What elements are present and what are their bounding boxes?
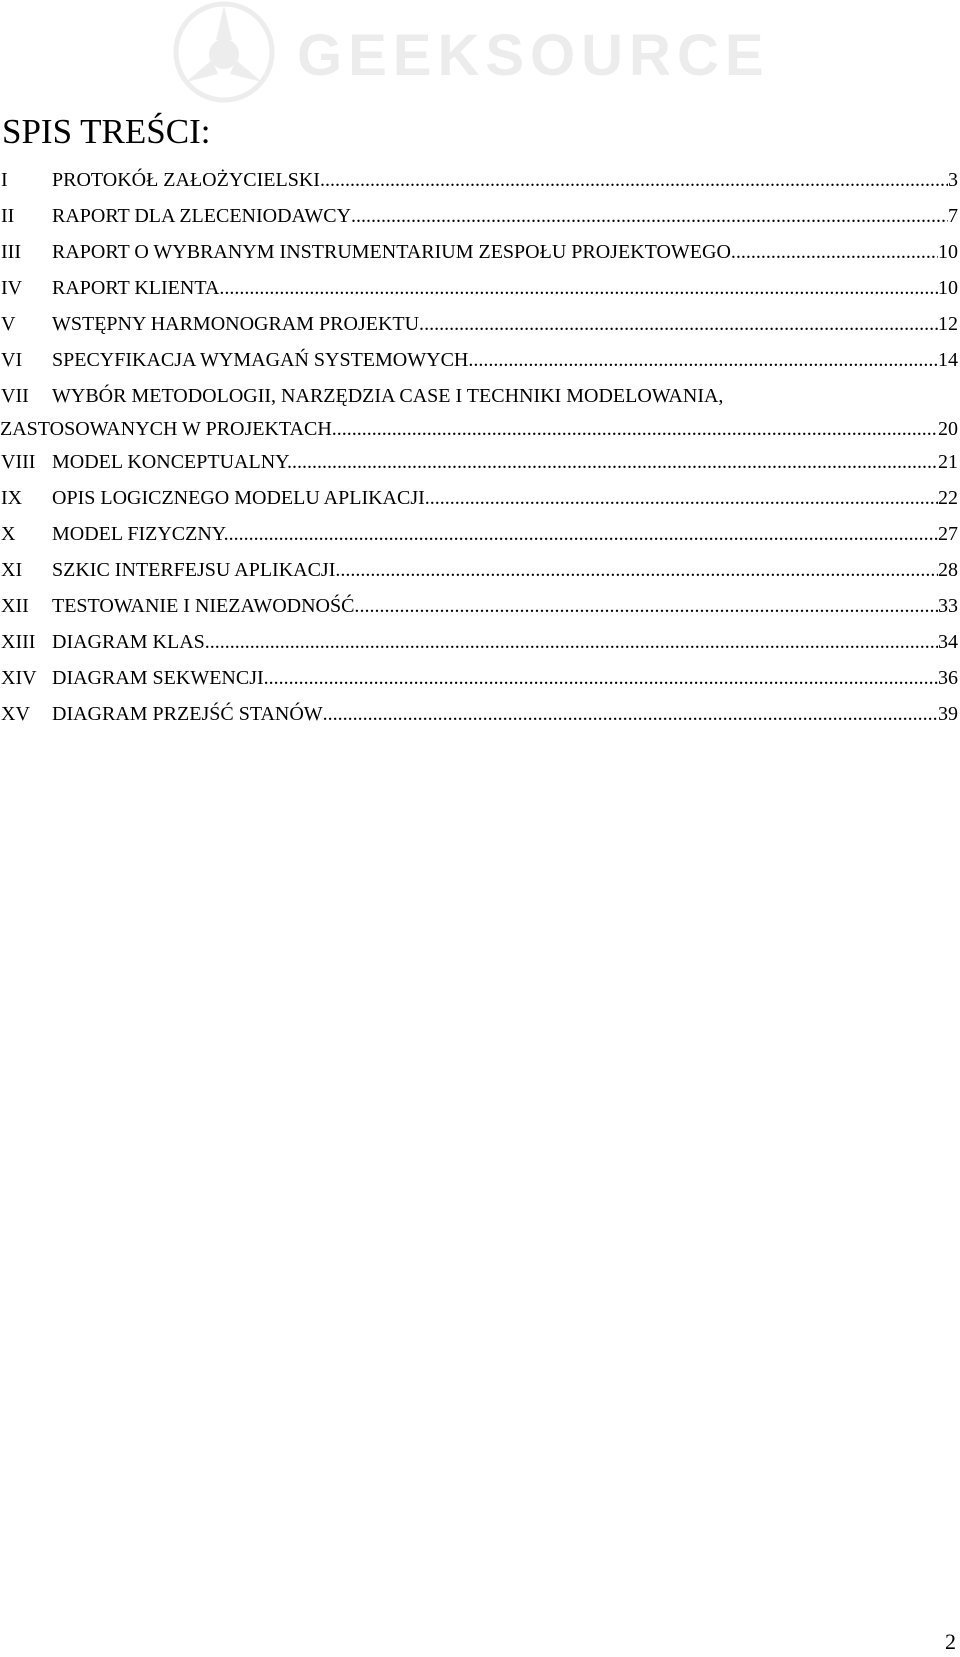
toc-page: 33 [938,595,958,617]
toc-page: 27 [938,523,958,545]
toc-number: IX [1,487,23,509]
toc-title: SPECYFIKACJA WYMAGAŃ SYSTEMOWYCH. [52,349,474,371]
table-of-contents [0,162,958,732]
toc-title: WYBÓR METODOLOGII, NARZĘDZIA CASE I TECHNIKI MODELOWANIA, [52,385,724,407]
toc-page: 12 [938,313,958,335]
toc-title: TESTOWANIE I NIEZAWODNOŚĆ. [52,595,360,617]
toc-title: DIAGRAM PRZEJŚĆ STANÓW [52,703,323,725]
watermark [172,0,792,104]
toc-entry-6[interactable] [0,342,958,378]
toc-number: X [1,523,16,545]
watermark-text: GEEKSOURCE [297,23,770,88]
toc-leader [320,162,948,198]
toc-entry-4[interactable] [0,270,958,306]
toc-leader [337,414,938,444]
toc-title: WSTĘPNY HARMONOGRAM PROJEKTU. [52,313,425,335]
toc-title: OPIS LOGICZNEGO MODELU APLIKACJI [52,487,425,509]
toc-number: VI [1,349,23,371]
toc-number: III [1,241,21,263]
toc-leader [351,198,948,234]
toc-entry-1[interactable] [0,162,958,198]
toc-page: 36 [938,667,958,689]
toc-entry-15[interactable] [0,696,958,732]
toc-page: 7 [948,205,958,227]
toc-leader [473,342,938,378]
page-number: 2 [945,1629,956,1654]
toc-entry-8[interactable] [0,444,958,480]
toc-number: XV [1,703,30,725]
toc-page: 14 [938,349,958,371]
toc-leader [229,516,938,552]
toc-page: 28 [938,559,958,581]
toc-title: RAPORT KLIENTA. [52,277,225,299]
toc-page: 3 [948,169,958,191]
toc-page: 21 [938,451,958,473]
toc-leader [736,234,938,270]
toc-leader [425,480,938,516]
toc-leader [264,660,938,696]
toc-leader [205,624,938,660]
toc-number: XI [1,559,23,581]
toc-page: 20 [938,418,958,440]
toc-leader [224,270,938,306]
toc-leader [340,552,938,588]
toc-title: MODEL KONCEPTUALNY. [52,451,292,473]
toc-title: DIAGRAM SEKWENCJI [52,667,264,689]
toc-page: 10 [938,241,958,263]
toc-entry-10[interactable] [0,516,958,552]
toc-number: IV [1,277,23,299]
toc-number: XIII [1,631,36,653]
toc-entry-11[interactable] [0,552,958,588]
toc-page: 10 [938,277,958,299]
toc-title: RAPORT DLA ZLECENIODAWCY [52,205,352,227]
geeksource-logo-icon [172,0,276,104]
toc-number: II [1,205,15,227]
toc-title: DIAGRAM KLAS [52,631,205,653]
toc-title: MODEL FIZYCZNY. [52,523,229,545]
toc-number: V [1,313,16,335]
toc-page: 34 [938,631,958,653]
toc-leader [359,588,938,624]
toc-number: XIV [1,667,37,689]
toc-title: RAPORT O WYBRANYM INSTRUMENTARIUM ZESPOŁU PROJEKTOWEGO. [52,241,736,263]
toc-number: XII [1,595,29,617]
toc-number: VII [1,385,29,407]
toc-number: I [1,169,8,191]
toc-title: PROTOKÓŁ ZAŁOŻYCIELSKI [52,169,320,191]
toc-entry-14[interactable] [0,660,958,696]
toc-leader [323,696,938,732]
toc-title-continuation: ZASTOSOWANYCH W PROJEKTACH. [0,418,337,440]
toc-entry-9[interactable] [0,480,958,516]
toc-number: VIII [1,451,36,473]
toc-entry-5[interactable] [0,306,958,342]
toc-entry-7[interactable] [0,378,958,444]
toc-entry-2[interactable] [0,198,958,234]
toc-page: 22 [938,487,958,509]
toc-title: SZKIC INTERFEJSU APLIKACJI. [52,559,341,581]
toc-leader [292,444,938,480]
toc-entry-13[interactable] [0,624,958,660]
toc-entry-12[interactable] [0,588,958,624]
toc-entry-3[interactable] [0,234,958,270]
toc-page: 39 [938,703,958,725]
page-title: SPIS TREŚCI: [2,112,211,151]
toc-leader [424,306,938,342]
